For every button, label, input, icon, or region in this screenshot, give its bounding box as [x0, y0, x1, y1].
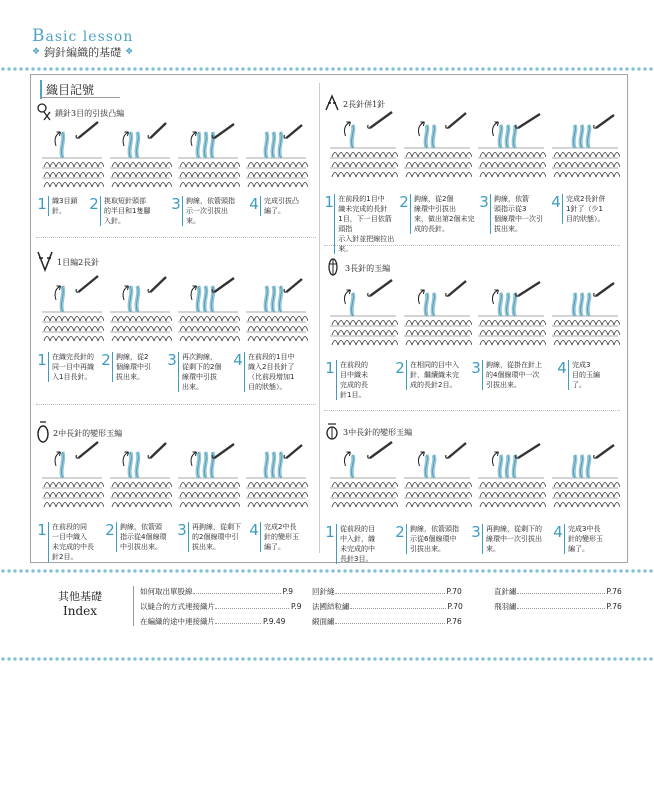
index-entry-label: 回針縫: [312, 587, 335, 596]
index-entry-page: P.70: [446, 587, 462, 596]
step-item: [248, 522, 316, 562]
step-illustration: [328, 438, 398, 510]
step-illustration: [108, 438, 172, 510]
step-item: [166, 352, 232, 392]
section-heading: [36, 250, 99, 274]
dotted-divider-top: [0, 66, 654, 72]
stitch-symbol-icon: [324, 258, 342, 278]
step-number: 1: [37, 195, 47, 213]
step-text: 挑取短針頭部 的半目和1隻腳 入針。: [100, 196, 150, 226]
section-separator: [324, 410, 620, 411]
step-illustration: [402, 276, 472, 348]
step-item: [36, 196, 88, 226]
illustration-strip: [40, 272, 308, 344]
leader-dots: [335, 621, 445, 624]
step-illustration: [176, 118, 240, 190]
step-text: 鉤線，依箭頭指 示從6個線環中 引拔出來。: [406, 524, 459, 554]
step-number: 2: [395, 523, 405, 541]
step-item: [550, 194, 620, 254]
index-entry-page: P.9.49: [263, 617, 286, 626]
index-entry-label: 法國結粒繡: [312, 602, 350, 611]
section-title: 2長針併1針: [343, 99, 386, 109]
step-illustration: [550, 438, 620, 510]
ornament-icon: ❖: [125, 47, 134, 57]
illustration-strip: [328, 276, 620, 348]
step-number: 2: [399, 193, 409, 211]
step-item: [324, 524, 394, 564]
step-illustration: [550, 108, 620, 180]
index-entry-page: P.70: [447, 602, 463, 611]
step-number: 3: [471, 359, 481, 377]
section-separator: [36, 404, 316, 405]
step-item: [248, 196, 308, 226]
step-number: 1: [325, 523, 335, 541]
step-item: [324, 194, 398, 254]
section-title: 2中長針的變形玉編: [53, 428, 123, 438]
index-entry-page: P.76: [446, 617, 462, 626]
step-illustration: [40, 118, 104, 190]
step-illustration: [328, 108, 398, 180]
step-item: [394, 524, 470, 564]
step-number: 1: [37, 351, 47, 369]
step-illustration: [40, 272, 104, 344]
index-entry[interactable]: [312, 616, 462, 627]
step-item: [36, 352, 100, 392]
step-list: [324, 360, 618, 400]
page-header-title: Basic lesson: [32, 26, 134, 46]
step-text: 再鉤線，從剩下的 線環中一次引拔出 來。: [482, 524, 542, 554]
step-item: [470, 360, 556, 400]
step-item: [324, 360, 394, 400]
leader-dots: [517, 591, 605, 594]
section-title: 鎖針3目的引拔凸編: [55, 108, 125, 118]
step-item: [104, 522, 176, 562]
illustration-strip: [40, 118, 308, 190]
step-illustration: [476, 108, 546, 180]
step-text: 鉤線，依箭 頭指示從3 個線環中一次引 拔出來。: [490, 194, 543, 234]
step-text: 鉤線，從掛在針上 的4個線環中一次 引拔出來。: [482, 360, 542, 390]
leader-dots: [215, 621, 261, 624]
step-text: 再鉤線，從剩下 的2個線環中引 拔出來。: [188, 522, 241, 552]
index-entry[interactable]: [494, 586, 622, 597]
step-number: 2: [105, 521, 115, 539]
step-text: 完成3 目的玉編 了。: [568, 360, 600, 390]
index-entry-label: 緞面繡: [312, 617, 335, 626]
step-illustration: [402, 108, 472, 180]
index-entry-page: P.76: [606, 587, 622, 596]
step-list: [324, 524, 618, 564]
index-entry[interactable]: [494, 601, 622, 612]
illustration-strip: [328, 438, 620, 510]
step-number: 4: [249, 521, 259, 539]
index-entry-label: 以縫合的方式連接織片: [140, 602, 215, 611]
legend-title-underline: [40, 97, 120, 98]
step-number: 2: [395, 359, 405, 377]
index-divider: [133, 586, 134, 626]
step-illustration: [108, 118, 172, 190]
index-entry[interactable]: [140, 616, 285, 627]
column-divider: [319, 83, 320, 553]
step-number: 1: [325, 359, 335, 377]
step-illustration: [176, 272, 240, 344]
step-illustration: [244, 272, 308, 344]
dotted-divider-bottom: [0, 656, 654, 662]
step-number: 3: [177, 521, 187, 539]
step-item: [170, 196, 248, 226]
step-item: [478, 194, 550, 254]
step-text: 完成引拔凸 編了。: [260, 196, 299, 216]
step-number: 3: [471, 523, 481, 541]
step-text: 在相同的目中入 針，繼續織未完 成的長針2目。: [406, 360, 459, 390]
step-text: 完成2長針併 1針了（少1 目的狀態）。: [562, 194, 605, 224]
section-separator: [36, 237, 316, 238]
section-title: 3中長針的變形玉編: [343, 427, 413, 437]
step-number: 2: [89, 195, 99, 213]
step-number: 1: [37, 521, 47, 539]
index-entry-page: P.9: [282, 587, 294, 596]
leader-dots: [350, 606, 446, 609]
step-text: 在織完長針的 同一目中再織 入1目長針。: [48, 352, 94, 382]
section-heading: [324, 258, 390, 278]
step-text: 鉤線，從2 個線環中引 拔出來。: [112, 352, 151, 382]
step-text: 在前段的 目中織未 完成的長 針1目。: [336, 360, 368, 400]
step-list: [324, 194, 620, 254]
index-entry-label: 飛羽繡: [494, 602, 517, 611]
index-entry[interactable]: [312, 586, 462, 597]
index-entry-label: 在編織的途中連接織片: [140, 617, 215, 626]
dotted-divider-middle: [0, 568, 654, 574]
step-illustration: [108, 272, 172, 344]
step-number: 4: [233, 351, 243, 369]
step-text: 織3目鎖 針。: [48, 196, 77, 216]
step-item: [100, 352, 166, 392]
step-illustration: [476, 438, 546, 510]
step-item: [232, 352, 316, 392]
step-text: 在前段的1目中 織入2目長針了 （比前段增加1 目的狀態）。: [244, 352, 294, 392]
index-entry-page: P.9: [291, 602, 302, 611]
page-header-subtitle: ❖ 鉤針編織的基礎 ❖: [32, 46, 134, 59]
step-list: [36, 522, 316, 562]
step-illustration: [550, 276, 620, 348]
index-entry-label: 直針繡: [494, 587, 517, 596]
step-number: 4: [249, 195, 259, 213]
ornament-icon: ❖: [32, 47, 41, 57]
step-illustration: [402, 438, 472, 510]
section-title: 3長針的玉編: [345, 263, 391, 273]
illustration-strip: [40, 438, 308, 510]
step-illustration: [40, 438, 104, 510]
step-item: [556, 360, 618, 400]
step-number: 1: [324, 193, 334, 211]
step-text: 從前段的目 中入針，織 未完成的中 長針3目。: [336, 524, 375, 564]
step-number: 3: [167, 351, 177, 369]
index-entry[interactable]: [140, 586, 293, 597]
step-illustration: [244, 438, 308, 510]
step-text: 完成2中長 針的變形玉 編了。: [260, 522, 299, 552]
index-entry-page: P.76: [606, 602, 622, 611]
step-number: 4: [553, 523, 563, 541]
index-entry[interactable]: [140, 601, 302, 612]
index-entry-label: 如何取出單股線: [140, 587, 193, 596]
step-item: [36, 522, 104, 562]
step-item: [470, 524, 552, 564]
step-text: 鉤線，從2個 線環中引拔出 來，做出第2個未完 成的長針。: [410, 194, 474, 234]
step-list: [36, 352, 316, 392]
step-number: 4: [557, 359, 567, 377]
step-item: [552, 524, 618, 564]
step-item: [88, 196, 170, 226]
step-text: 在前段的1目中 織未完成的長針 1目，下一目依箭頭指 示入針並把線拉出來。: [334, 194, 398, 254]
leader-dots: [215, 606, 289, 609]
step-text: 再次鉤線， 從剩下的2個 線環中引拔 出來。: [178, 352, 221, 392]
step-item: [398, 194, 478, 254]
step-text: 鉤線，依箭頭指 示一次引拔出 來。: [182, 196, 235, 226]
illustration-strip: [328, 108, 620, 180]
stitch-symbol-icon: [36, 250, 54, 274]
leader-dots: [517, 606, 605, 609]
step-illustration: [176, 438, 240, 510]
leader-dots: [193, 591, 281, 594]
index-title: 其他基礎 Index: [58, 590, 102, 618]
index-entry[interactable]: [312, 601, 463, 612]
step-text: 鉤線，依箭頭 指示從4個線環 中引拔出來。: [116, 522, 166, 552]
step-list: [36, 196, 308, 226]
leader-dots: [335, 591, 445, 594]
step-number: 2: [101, 351, 111, 369]
step-number: 4: [551, 193, 561, 211]
step-text: 在前段的同 一目中織入 未完成的中長 針2目。: [48, 522, 94, 562]
step-number: 3: [171, 195, 181, 213]
step-text: 完成3中長 針的變形玉 編了。: [564, 524, 603, 554]
step-number: 3: [479, 193, 489, 211]
section-title: 1目編2長針: [57, 257, 100, 267]
legend-title: 織目記號: [40, 80, 98, 99]
step-illustration: [476, 276, 546, 348]
step-illustration: [244, 118, 308, 190]
step-item: [176, 522, 248, 562]
step-illustration: [328, 276, 398, 348]
step-item: [394, 360, 470, 400]
